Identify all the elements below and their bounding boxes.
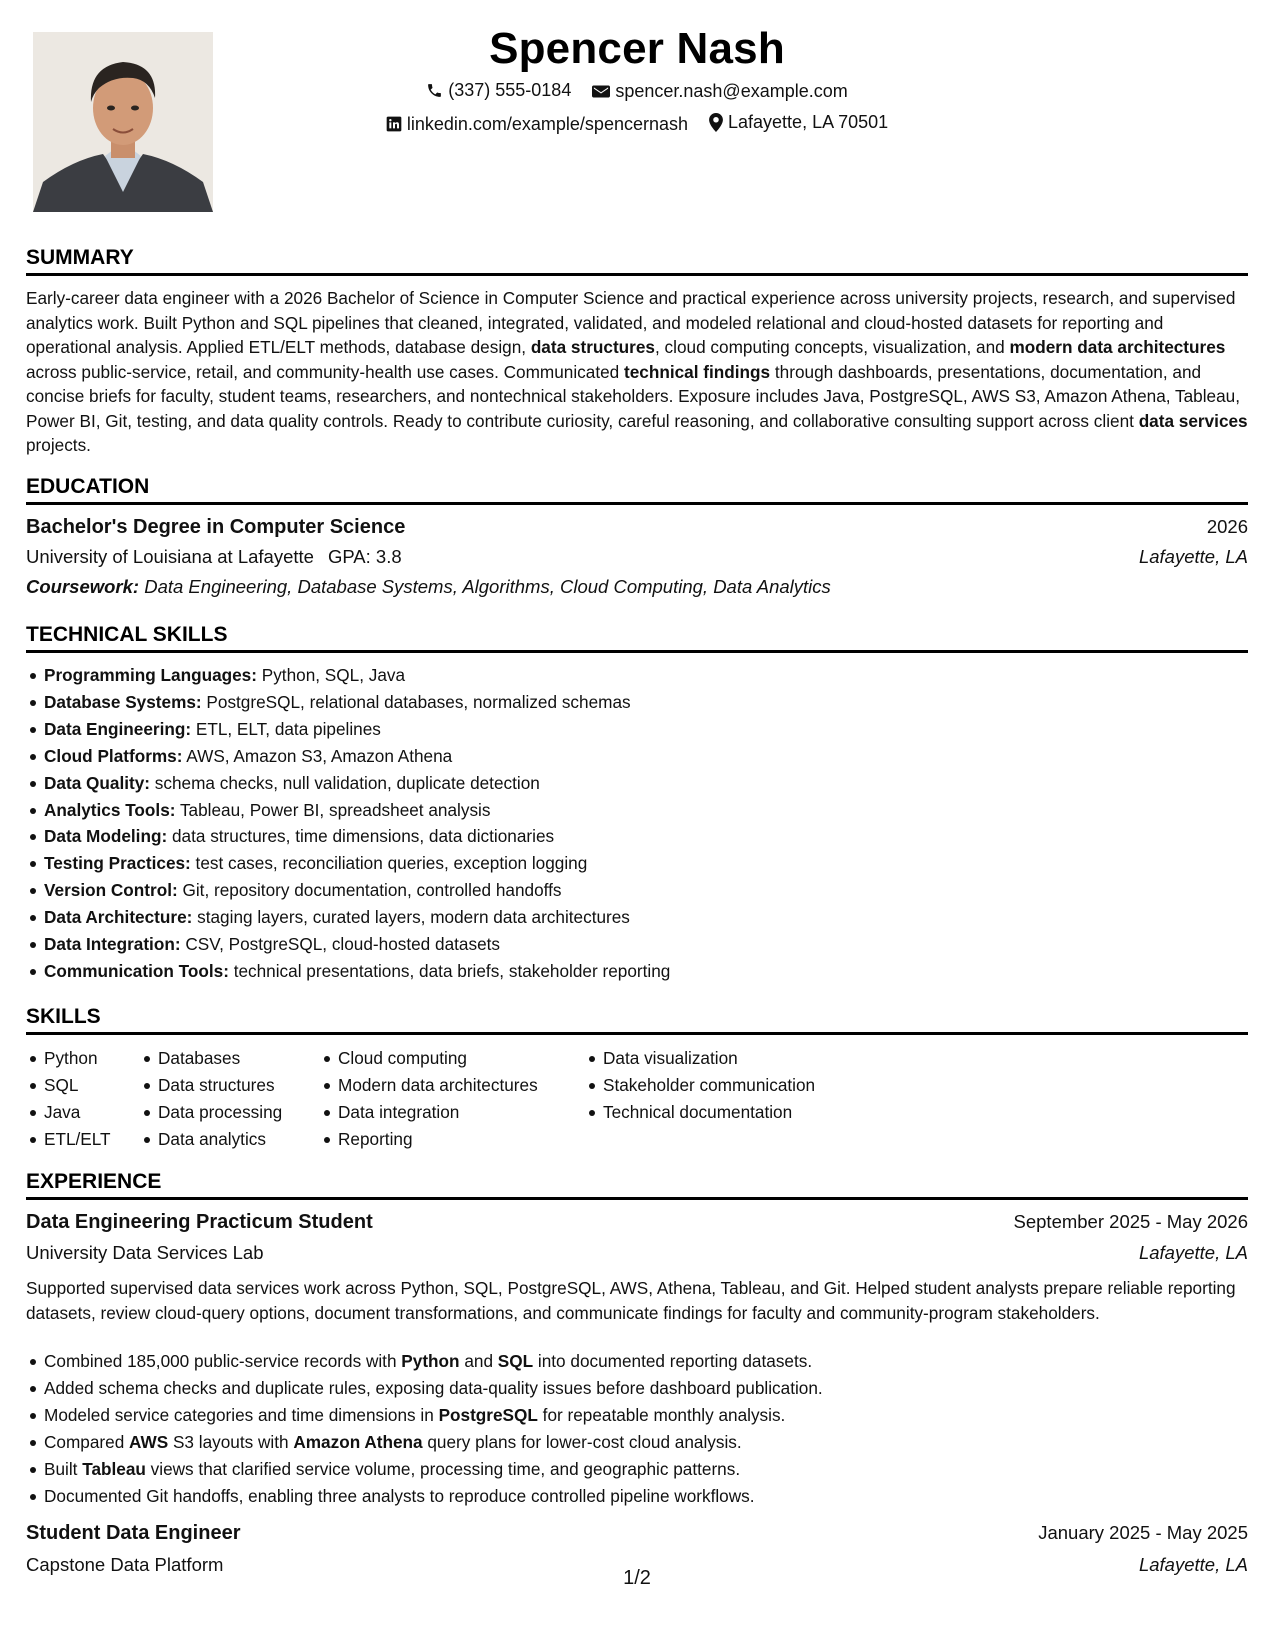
linkedin-icon xyxy=(386,116,402,132)
school-location: Lafayette, LA xyxy=(1138,546,1248,567)
list-item: Data Modeling: data structures, time dimensions, data dictionaries xyxy=(44,823,670,850)
skills-column-1 xyxy=(44,1045,111,1153)
list-item: ETL/ELT xyxy=(44,1126,111,1153)
list-item: Data Engineering: ETL, ELT, data pipelines xyxy=(44,716,670,743)
technical-skills-heading: TECHNICAL SKILLS xyxy=(26,623,1248,653)
job-2-org: Capstone Data Platform xyxy=(26,1554,224,1575)
job-1-org: University Data Services Lab xyxy=(26,1242,264,1263)
technical-skills-list xyxy=(44,662,670,985)
skills-column-2 xyxy=(158,1045,282,1153)
list-item: Python xyxy=(44,1045,111,1072)
list-item: Data Architecture: staging layers, curated layers, modern data architectures xyxy=(44,904,670,931)
list-item: Data structures xyxy=(158,1072,282,1099)
list-item: Data processing xyxy=(158,1099,282,1126)
job-1-dates: September 2025 - May 2026 xyxy=(1013,1211,1248,1232)
graduation-year: 2026 xyxy=(1206,516,1248,537)
skills-column-4 xyxy=(603,1045,815,1126)
linkedin-contact[interactable] xyxy=(386,114,688,135)
gpa: GPA: 3.8 xyxy=(327,546,402,567)
location-text: Lafayette, LA 70501 xyxy=(728,112,889,132)
list-item: Compared AWS S3 layouts with Amazon Athena query plans for lower-cost cloud analysis. xyxy=(44,1429,823,1456)
phone-text: (337) 555-0184 xyxy=(448,80,572,100)
list-item: Combined 185,000 public-service records with Python and SQL into documented reporting datasets. xyxy=(44,1348,823,1375)
list-item: Version Control: Git, repository documentation, controlled handoffs xyxy=(44,877,670,904)
list-item: Communication Tools: technical presentations, data briefs, stakeholder reporting xyxy=(44,958,670,985)
resume-page xyxy=(26,0,1248,1650)
map-pin-icon xyxy=(709,113,723,132)
skills-column-3 xyxy=(338,1045,538,1153)
job-2-title-row xyxy=(26,1522,1248,1545)
list-item: Data Quality: schema checks, null validation, duplicate detection xyxy=(44,770,670,797)
page-number: 1/2 xyxy=(623,1567,651,1589)
list-item: Cloud Platforms: AWS, Amazon S3, Amazon Athena xyxy=(44,743,670,770)
education-school-row xyxy=(26,546,1248,568)
list-item: Testing Practices: test cases, reconciliation queries, exception logging xyxy=(44,850,670,877)
job-1-bullets xyxy=(44,1348,823,1509)
list-item: Database Systems: PostgreSQL, relational databases, normalized schemas xyxy=(44,689,670,716)
job-2-role: Student Data Engineer xyxy=(26,1522,241,1544)
list-item: Java xyxy=(44,1099,111,1126)
contact-row-2 xyxy=(26,112,1248,137)
list-item: Technical documentation xyxy=(603,1099,815,1126)
linkedin-text: linkedin.com/example/spencernash xyxy=(406,113,688,134)
list-item: Reporting xyxy=(338,1126,538,1153)
phone-icon xyxy=(426,82,443,99)
envelope-icon xyxy=(592,84,610,99)
list-item: Added schema checks and duplicate rules, exposing data-quality issues before dashboard publication. xyxy=(44,1375,823,1402)
list-item: Data integration xyxy=(338,1099,538,1126)
list-item: Data Integration: CSV, PostgreSQL, cloud-hosted datasets xyxy=(44,931,670,958)
job-1-role: Data Engineering Practicum Student xyxy=(26,1211,373,1233)
job-1-location: Lafayette, LA xyxy=(1138,1242,1248,1263)
list-item: Programming Languages: Python, SQL, Java xyxy=(44,662,670,689)
list-item: Built Tableau views that clarified service volume, processing time, and geographic patterns. xyxy=(44,1456,823,1483)
list-item: Modern data architectures xyxy=(338,1072,538,1099)
list-item: Documented Git handoffs, enabling three analysts to reproduce controlled pipeline workflows. xyxy=(44,1483,823,1510)
candidate-name: Spencer Nash xyxy=(489,24,785,73)
summary-text: Early-career data engineer with a 2026 Bachelor of Science in Computer Science and practical experience across university projects, research, and supervised analytics work. Built Python and SQL pipelines that cleaned, integrated, validated, and modeled relational and cloud-hosted datasets for reporting and operational analysis. Applied ETL/ELT methods, database design, data structures, cloud computing concepts, visualization, and modern data architectures across public-service, retail, and community-health use cases. Communicated technical findings through dashboards, presentations, documentation, and concise briefs for faculty, student teams, researchers, and nontechnical stakeholders. Exposure includes Java, PostgreSQL, AWS S3, Amazon Athena, Tableau, Power BI, Git, testing, and data quality controls. Ready to contribute curiosity, careful reasoning, and collaborative consulting support across client data services projects. xyxy=(26,288,1248,455)
degree-name: Bachelor's Degree in Computer Science xyxy=(26,516,406,538)
location-contact xyxy=(709,112,888,133)
education-degree-row xyxy=(26,516,1248,539)
list-item: Stakeholder communication xyxy=(603,1072,815,1099)
list-item: SQL xyxy=(44,1072,111,1099)
experience-heading: EXPERIENCE xyxy=(26,1170,1248,1200)
email-contact[interactable] xyxy=(592,81,847,102)
list-item: Analytics Tools: Tableau, Power BI, spreadsheet analysis xyxy=(44,797,670,824)
skills-heading: SKILLS xyxy=(26,1005,1248,1035)
list-item: Cloud computing xyxy=(338,1045,538,1072)
job-1-org-row xyxy=(26,1242,1248,1264)
phone-contact xyxy=(426,80,571,101)
school-info xyxy=(26,546,402,568)
list-item: Databases xyxy=(158,1045,282,1072)
education-heading: EDUCATION xyxy=(26,475,1248,505)
job-1-description: Supported supervised data services work across Python, SQL, PostgreSQL, AWS, Athena, Tableau, and Git. Helped student analysts prepare reliable reporting datasets, review cloud-query options, document transformations, and communicate findings for faculty and community-program stakeholders. xyxy=(26,1278,1236,1323)
list-item: Data visualization xyxy=(603,1045,815,1072)
job-2-location: Lafayette, LA xyxy=(1138,1554,1248,1575)
summary-heading: SUMMARY xyxy=(26,246,1248,276)
email-text: spencer.nash@example.com xyxy=(615,81,848,101)
coursework: Coursework: Data Engineering, Database Systems, Algorithms, Cloud Computing, Data Analytics xyxy=(26,576,831,597)
job-2-dates: January 2025 - May 2025 xyxy=(1038,1522,1248,1543)
list-item: Modeled service categories and time dimensions in PostgreSQL for repeatable monthly analysis. xyxy=(44,1402,823,1429)
school-name: University of Louisiana at Lafayette xyxy=(26,546,314,567)
job-1-title-row xyxy=(26,1211,1248,1234)
list-item: Data analytics xyxy=(158,1126,282,1153)
contact-row-1 xyxy=(26,80,1248,104)
